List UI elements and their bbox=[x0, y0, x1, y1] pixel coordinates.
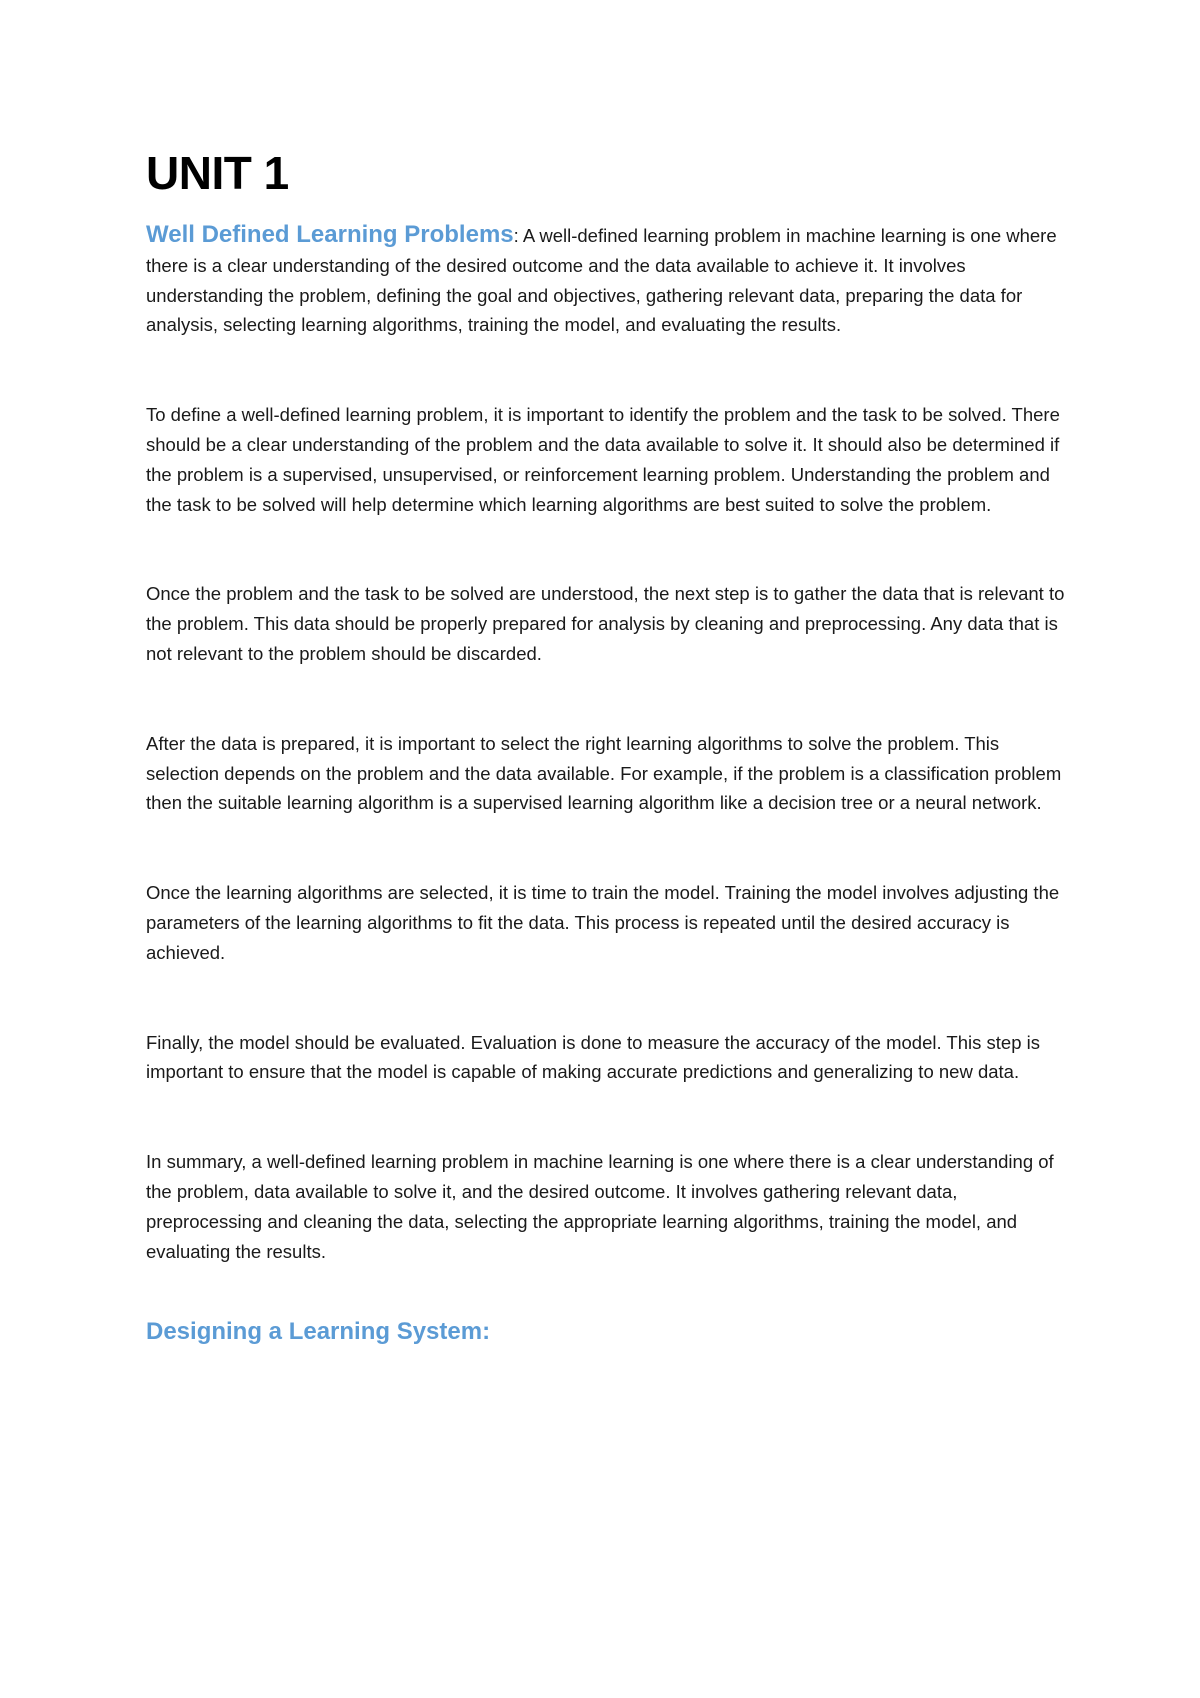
unit-title: UNIT 1 bbox=[146, 147, 289, 199]
paragraph-define-problem: To define a well-defined learning problem, it is important to identify the problem and the task to be solved. There should be a clear understanding of the problem and the data available to solve it. It should also be determined if the problem is a supervised, unsupervised, or reinforcement learning problem. Understanding the problem and the task to be solved will help determine which learning algorithms are best suited to solve the problem. bbox=[146, 404, 1060, 515]
paragraph-evaluate-model: Finally, the model should be evaluated. Evaluation is done to measure the accuracy of the model. This step is important to ensure that the model is capable of making accurate predictions and generalizing to new data. bbox=[146, 1031, 1040, 1083]
document-page bbox=[146, 147, 1066, 1346]
section-heading-designing-system: Designing a Learning System: bbox=[146, 1318, 491, 1346]
paragraph-train-model: Once the learning algorithms are selected, it is time to train the model. Training the model involves adjusting the parameters of the learning algorithms to fit the data. This process is repeated until the desired accuracy is achieved. bbox=[146, 882, 1060, 963]
intro-paragraph bbox=[146, 220, 1066, 340]
paragraph-select-algorithms: After the data is prepared, it is important to select the right learning algorithms to solve the problem. This selection depends on the problem and the data available. For example, if the problem is a classification problem then the suitable learning algorithm is a supervised learning algorithm like a decision tree or a neural network. bbox=[146, 732, 1062, 814]
intro-text: A well-defined learning problem in machine learning is one where there is a clear understanding of the desired outcome and the data available to achieve it. It involves understanding the problem, defining the goal and objectives, gathering relevant data, preparing the data for analysis, selecting learning algorithms, training the model, and evaluating the results. bbox=[146, 225, 1057, 336]
heading-colon: : bbox=[513, 225, 523, 246]
paragraph-summary: In summary, a well-defined learning problem in machine learning is one where there is a clear understanding of the problem, data available to solve it, and the desired outcome. It involves gathering relevant data, preprocessing and cleaning the data, selecting the appropriate learning algorithms, training the model, and evaluating the results. bbox=[146, 1151, 1054, 1262]
section-heading-well-defined: Well Defined Learning Problems bbox=[146, 221, 514, 248]
paragraph-gather-data: Once the problem and the task to be solved are understood, the next step is to gather the data that is relevant to the problem. This data should be properly prepared for analysis by cleaning and preprocessing. Any data that is not relevant to the problem should be discarded. bbox=[146, 583, 1065, 664]
